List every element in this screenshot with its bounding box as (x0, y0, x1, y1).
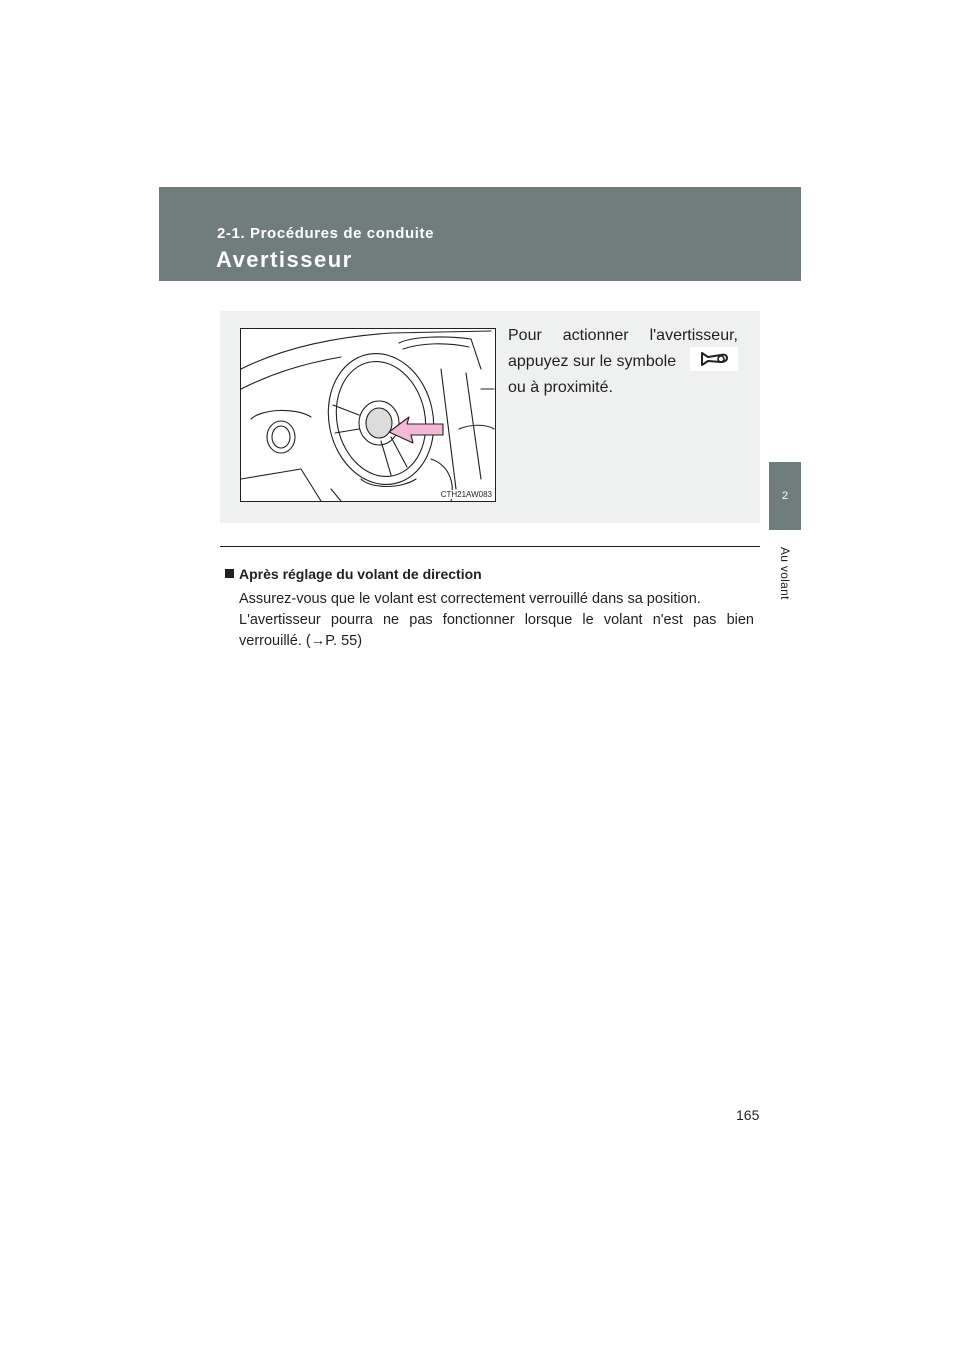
note-body (239, 589, 754, 652)
instruction-line-3: ou à proximité. (508, 379, 613, 396)
steering-wheel-illustration (240, 328, 496, 502)
figure-code: CTH21AW083 (440, 490, 492, 499)
right-arrow-icon: → (310, 633, 326, 649)
page-number: 165 (736, 1107, 760, 1123)
steering-wheel-drawing (241, 329, 495, 501)
page-reference-link[interactable]: P. 55) (325, 633, 363, 649)
page-title: Avertisseur (216, 247, 353, 272)
pointer-arrow (389, 417, 443, 443)
note-heading (225, 566, 482, 582)
horn-icon (690, 347, 738, 371)
chapter-tab-label (769, 538, 801, 608)
note-line-2-text: L'avertisseur pourra ne pas fonctionner lorsque le volant n'est pas bien verrouillé. ( (239, 612, 754, 649)
note-heading-text: Après réglage du volant de direction (239, 566, 482, 582)
bullet-square-icon (225, 569, 234, 578)
chapter-tab[interactable] (769, 462, 801, 530)
instruction-line-1: Pour actionner l'avertisseur, (508, 327, 738, 344)
instruction-panel (220, 311, 760, 523)
section-divider (220, 546, 760, 547)
chapter-tab-label-text: Au volant (778, 546, 792, 600)
chapter-header (159, 187, 801, 281)
instruction-line-2: appuyez sur le symbole (508, 353, 677, 370)
note-line-1: Assurez-vous que le volant est correctement verrouillé dans sa position. (239, 591, 701, 607)
note-line-2 (239, 610, 754, 652)
section-label: 2-1. Procédures de conduite (217, 225, 435, 242)
chapter-tab-number: 2 (781, 490, 789, 502)
